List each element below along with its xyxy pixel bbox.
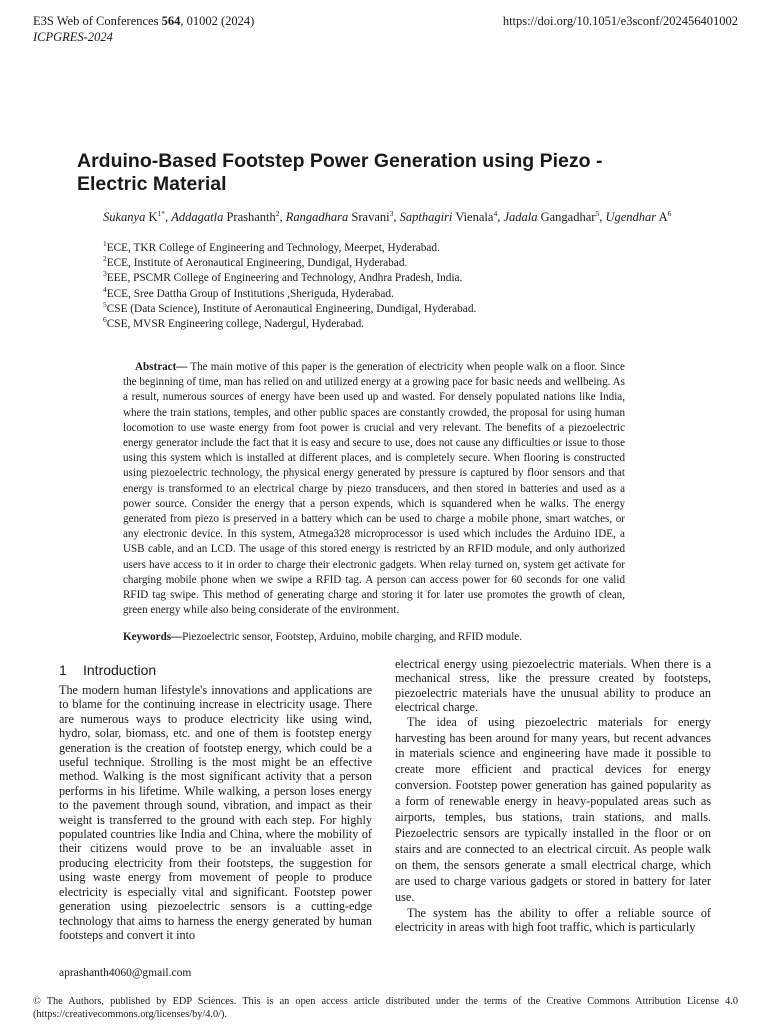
author-list: [103, 210, 671, 225]
body-column-right: [395, 657, 711, 934]
journal-volume: 564: [161, 14, 181, 28]
author: Sukanya $K^{1*}$,: [103, 208, 172, 224]
section-title: Introduction: [83, 662, 157, 678]
body-paragraph: The idea of using piezoelectric materials for energy harvesting has been around for many years, but recent advances in materials science and engineering have made it possible to create more efficient and practical devices for energy conversion. Footstep power generation has gained popularity as a form of renewable energy in heavy-populated areas such as airports, temples, bus stations, train stations, and malls. Piezoelectric sensors are typically installed in the floor or on stairs and are connected to an electrical circuit. As people walk on them, the sensors generate a small electrical charge, which are used to charge various gadgets or stored in battery for later use.: [395, 714, 711, 904]
section-number: 1: [59, 662, 67, 678]
keywords-text: Piezoelectric sensor, Footstep, Arduino, mobile charging, and RFID module.: [182, 631, 522, 643]
article-number: , 01002 (2024): [180, 14, 255, 28]
body-column-left: [59, 683, 372, 942]
body-paragraph: The system has the ability to offer a reliable source of electricity in areas with high foot traffic, which is particularly: [395, 905, 711, 934]
keywords: [123, 631, 643, 643]
author: Jadala Gangadhar$^5$,: [503, 208, 606, 224]
paper-title: Arduino-Based Footstep Power Generation using Piezo - Electric Material: [77, 150, 603, 195]
affiliation: $^1$ECE, TKR College of Engineering and Technology, Meerpet, Hyderabad.: [103, 239, 440, 254]
affiliation: $^2$ECE, Institute of Aeronautical Engineering, Dundigal, Hyderabad.: [103, 254, 408, 270]
author: Addagatla Prashanth$^2$,: [171, 208, 286, 224]
keywords-label: Keywords—: [123, 631, 183, 643]
abstract-label: Abstract—: [135, 361, 188, 373]
affiliation: $^3$EEE, PSCMR College of Engineering and Technology, Andhra Pradesh, India.: [103, 269, 463, 285]
affiliation: $^6$CSE, MVSR Engineering college, Nadergul, Hyderabad.: [103, 315, 365, 331]
abstract: [123, 360, 625, 618]
author: Ugendhar $A^6$: [605, 208, 672, 224]
abstract-text: The main motive of this paper is the generation of electricity when people walk on a floor. Since the beginning of time, man has relied on and utilized energy at a growing pace for basic needs and wellbeing. As a result, numerous sources of energy have been used up and wasted. For densely populated nations like India, where the train stations, temples, and other public spaces are constantly crowded, the proposal for using human locomotion to use waste energy from foot power is crucial and very relevant. The benefits of a piezoelectric energy generator include the fact that it is easy and secure to use, does not cause any difficulties or issue to those using this system which is installed at different places, and is completely secure. When flooring is constructed using piezoelectric technology, the physical energy generated by pressure is captured by floor sensors and that energy is transformed to an electrical charge by piezo transducers, and then stored in batteries and used as a power source. Consider the energy that a person expends, which is squandered when he walks. The energy generated from piezo is preserved in a battery which can be used to charge a mobile phone, smart watches, or any electronic device. In this system, Atmega328 microprocessor is used which includes the Arduino IDE, a USB cable, and an LCD. The usage of this stored energy is restricted by an RFID module, and only authorized users have access to it in order to charge their electronic gadgets. When relay turned on, system get activate for charging mobile phone when we swipe a RFID tag. A person can access power for 60 seconds for one valid RFID tag swipe. This method of generating charge and storing it for later use promotes the growth of clean, green energy while also being considerate of the environment.: [123, 361, 625, 617]
corresponding-email[interactable]: aprashanth4060@gmail.com: [59, 967, 192, 979]
doi-link[interactable]: https://doi.org/10.1051/e3sconf/202456401002: [502, 14, 738, 28]
author: Sapthagiri Vienala$^4$,: [399, 208, 504, 224]
license-footer: © The Authors, published by EDP Sciences. This is an open access article distributed under the terms of the Creative Commons Attribution License 4.0 (https://creativecommons.org/licenses/by/4.0/).: [33, 996, 738, 1020]
journal-header: [33, 14, 254, 29]
journal-name: E3S Web of Conferences: [33, 14, 159, 28]
affiliation-list: [103, 241, 476, 332]
conference-name: ICPGRES-2024: [33, 30, 113, 44]
affiliation: $^5$CSE (Data Science), Institute of Aeronautical Engineering, Dundigal, Hyderabad.: [103, 300, 477, 315]
body-paragraph: The modern human lifestyle's innovations and applications are to blame for the continuing increase in electricity usage. There are numerous ways to produce electricity like using wind, hydro, solar, biomass, etc. and one of them is footstep energy generation is the creation of footstep energy, which could be a useful technique. Strolling is the most might be an effective method. Walking is the most significant activity that a person performs in his lifetime. While walking, a person loses energy to the pavement through sound, vibration, and impact as their weight is transferred to the ground with each step. For highly populated countries like India and China, where the mobility of their citizens would prove to be an invaluable asset in producing electricity from their footsteps, the suggestion for using waste energy from movement of people to produce electricity is especially vital and significant. Footstep power generation using piezoelectric sensors is a cutting-edge technology that aims to harness the energy generated by human footsteps and convert it into: [59, 683, 372, 942]
section-heading: [59, 662, 156, 678]
affiliation: $^4$ECE, Sree Dattha Group of Institutions ,Sheriguda, Hyderabad.: [103, 284, 394, 300]
body-paragraph: electrical energy using piezoelectric materials. When there is a mechanical stress, like the pressure created by footsteps, piezoelectric materials have the unusual ability to produce an electrical charge.: [395, 657, 711, 715]
author: Rangadhara Sravani$^3$,: [285, 208, 400, 224]
